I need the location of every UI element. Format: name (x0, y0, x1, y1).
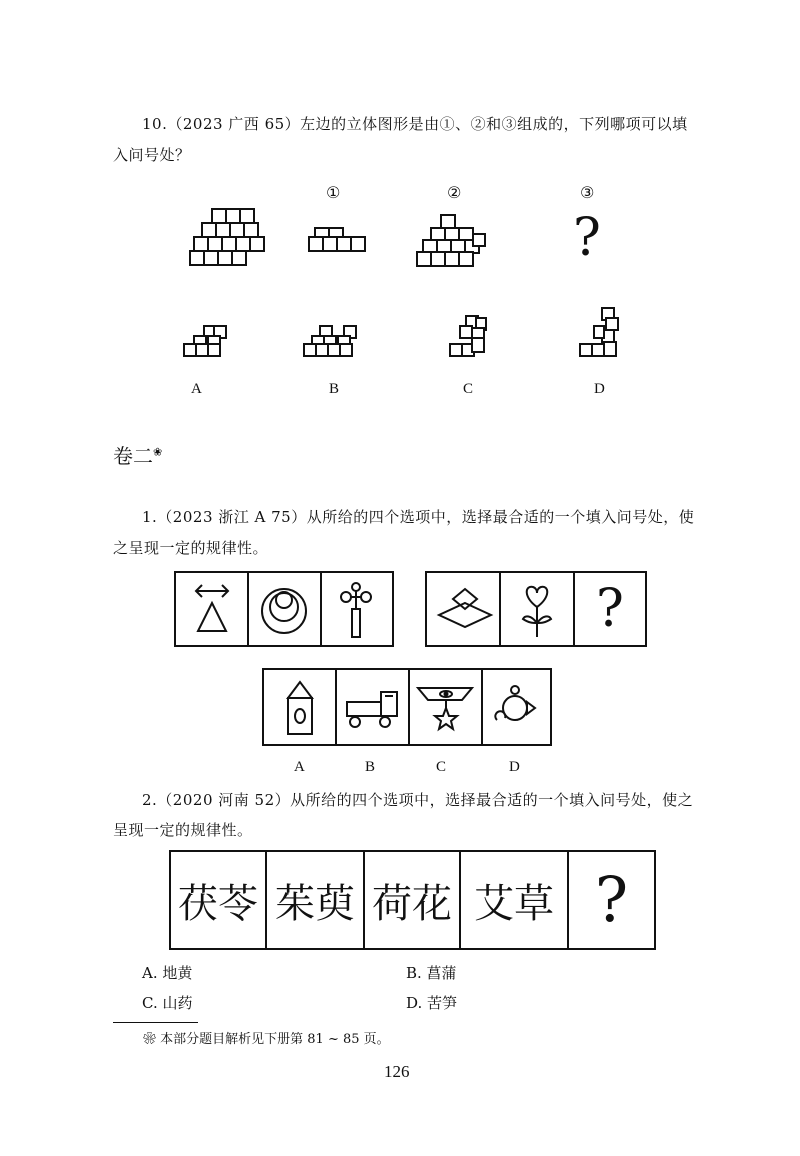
trapezoid-eye-star-icon (410, 670, 481, 744)
q2-choice-b[interactable]: B. 菖蒲 (406, 964, 457, 982)
q1-option-d-label[interactable]: D (509, 759, 520, 775)
q1-left-cell-1 (176, 573, 249, 645)
q10-option-d-label[interactable]: D (594, 381, 605, 397)
q1-right-figure-strip (425, 571, 647, 647)
q2-word-cell-1: 茯苓 (171, 852, 267, 948)
q2-word-cell-2: 茱萸 (267, 852, 365, 948)
q1-text-line1: 1.（2023 浙江 A 75）从所给的四个选项中，选择最合适的一个填入问号处，使 (142, 508, 695, 526)
q10-option-a-label[interactable]: A (191, 381, 202, 397)
q1-option-a-label[interactable]: A (294, 759, 305, 775)
q1-question-cell (575, 573, 645, 645)
q10-part-label-3: ③ (580, 183, 595, 202)
q2-choice-c[interactable]: C. 山药 (142, 994, 193, 1012)
q2-choice-d[interactable]: D. 苦笋 (406, 994, 458, 1012)
footnote-divider (113, 1022, 198, 1023)
circle-knobs-icon (483, 670, 552, 744)
q1-option-a-cell[interactable] (264, 670, 337, 744)
nested-circles-icon (249, 573, 320, 645)
heart-flower-icon (501, 573, 573, 645)
flower-stem-icon (322, 573, 392, 645)
q1-option-c-cell[interactable] (410, 670, 483, 744)
q2-choice-a[interactable]: A. 地黄 (142, 964, 193, 982)
q10-option-c-figure (448, 314, 490, 358)
stacked-diamonds-icon (427, 573, 499, 645)
q1-option-c-label[interactable]: C (436, 759, 447, 775)
q2-question-mark: ? (594, 863, 629, 936)
q1-left-cell-2 (249, 573, 322, 645)
q10-part-label-2: ② (447, 183, 462, 202)
q10-option-d-figure (578, 306, 622, 358)
q2-word-strip (169, 850, 656, 950)
q10-composite-solid-figure (188, 205, 268, 267)
q10-text-line1: 10.（2023 广西 65）左边的立体图形是由①、②和③组成的，下列哪项可以填 (142, 115, 688, 133)
q10-option-b-label[interactable]: B (329, 381, 340, 397)
q1-question-mark: ? (596, 579, 624, 639)
section-title (113, 440, 162, 469)
truck-icon (337, 670, 408, 744)
q10-option-b-figure (302, 322, 360, 358)
arrow-triangle-icon (176, 573, 247, 645)
q1-left-cell-3 (322, 573, 392, 645)
q10-text-line2: 入问号处？ (113, 146, 191, 164)
q2-text-line1: 2.（2020 河南 52）从所给的四个选项中，选择最合适的一个填入问号处，使之 (142, 791, 694, 809)
q1-left-figure-strip (174, 571, 394, 647)
q10-part-2-figure (415, 212, 489, 268)
q1-options-strip (262, 668, 552, 746)
q10-part-1-figure (307, 225, 369, 255)
q10-option-a-figure (182, 322, 230, 358)
page-number: 126 (384, 1062, 410, 1081)
section-footnote-marker: ❀ (153, 445, 163, 459)
section-title-text: 卷二 (113, 444, 153, 468)
q1-right-cell-1 (427, 573, 501, 645)
q2-word-cell-3: 荷花 (365, 852, 461, 948)
q1-option-d-cell[interactable] (483, 670, 552, 744)
house-oval-icon (264, 670, 335, 744)
q10-option-c-label[interactable]: C (463, 381, 474, 397)
q1-right-cell-2 (501, 573, 575, 645)
q2-question-cell (569, 852, 654, 948)
q2-text-line2: 呈现一定的规律性。 (113, 821, 253, 839)
q1-text-line2: 之呈现一定的规律性。 (113, 539, 269, 557)
q1-option-b-cell[interactable] (337, 670, 410, 744)
q2-word-cell-4: 艾草 (461, 852, 569, 948)
q10-part-label-1: ① (326, 183, 341, 202)
footnote-text: ❀ 本部分题目解析见下册第 81 ~ 85 页。 (143, 1032, 390, 1047)
q10-question-mark: ? (573, 208, 601, 268)
q1-option-b-label[interactable]: B (365, 759, 376, 775)
